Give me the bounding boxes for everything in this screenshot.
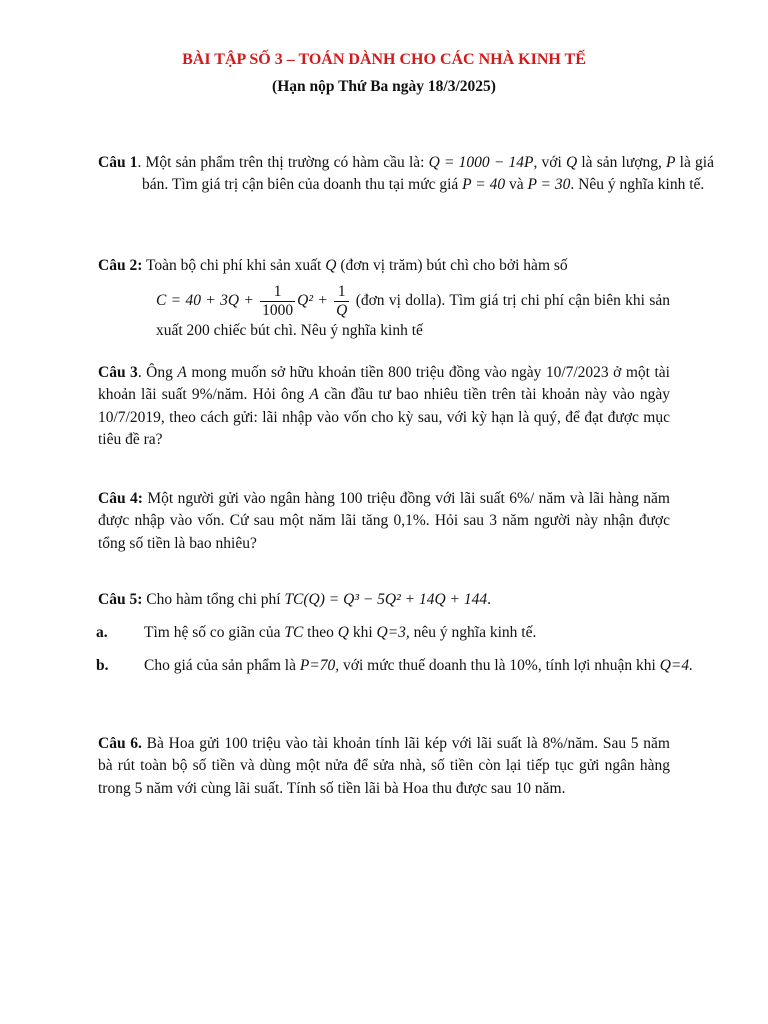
question-5-label: Câu 5:: [98, 591, 143, 608]
q5b-q-value: Q=4.: [659, 657, 693, 674]
q2-frac1-num: 1: [260, 283, 295, 302]
question-1: [98, 152, 714, 197]
q2-var-q: Q: [325, 257, 337, 274]
q1-price-30: P = 30: [527, 176, 571, 194]
q5a-text-3: khi: [348, 624, 377, 641]
q3-text-1: . Ông: [137, 364, 178, 381]
q2-frac2-den: Q: [336, 302, 348, 320]
q2-text-1: Toàn bộ chi phí khi sản xuất: [142, 257, 326, 274]
q3-text-2: mong muốn sở hữu khoản tiền 800 triệu đồng vào ngày 10/7/2023 ở một tài khoản lãi suất 9%/năm. Hỏi ông: [98, 364, 670, 404]
q1-text-1: . Một sản phẩm trên thị trường có hàm cầu là:: [137, 154, 429, 171]
q3-text-3: cần đầu tư bao nhiêu tiền trên tài khoản này vào ngày 10/7/2019, theo cách gửi: lãi nhập vào vốn cho kỳ sau, với kỳ hạn là quý, để đạt được mục tiêu đề ra?: [98, 386, 670, 449]
q2-cost-formula: [156, 283, 670, 342]
q5a-var-q: Q: [337, 624, 349, 641]
q2-text-2: (đơn vị trăm) bút chì cho bởi hàm số: [336, 257, 568, 274]
q5a-q-value: Q=3,: [376, 624, 410, 641]
q2-frac1-den: 1000: [262, 302, 294, 320]
q2-formula-mid: Q² +: [297, 292, 333, 310]
question-3: [98, 362, 670, 452]
q5a-label: a.: [96, 624, 108, 641]
q1-price-40: P = 40: [462, 176, 506, 194]
q5-text-2: .: [487, 591, 492, 608]
q6-text: Bà Hoa gửi 100 triệu vào tài khoản tính lãi kép với lãi suất là 8%/năm. Sau 5 năm bà rút toàn bộ số tiền và dùng một nửa để sửa nhà, số tiền còn lại tiếp tục gửi ngân hàng trong 5 năm với cùng lãi suất. Tính số tiền lãi bà Hoa thu được sau 10 năm.: [98, 735, 670, 797]
question-1-label: Câu 1: [98, 154, 138, 171]
question-5a: [96, 622, 694, 644]
q5b-text-2: với mức thuế doanh thu là 10%, tính lợi nhuận khi: [339, 657, 660, 674]
q5a-var-tc: TC: [284, 624, 304, 641]
q1-text-4: là giá bán. Tìm giá trị cận biên của doanh thu tại mức giá: [142, 154, 714, 194]
deadline-subtitle: (Hạn nộp Thứ Ba ngày 18/3/2025): [272, 78, 496, 95]
question-5b: [96, 655, 694, 677]
q5b-label: b.: [96, 657, 109, 674]
question-2-label: Câu 2:: [98, 257, 143, 274]
q3-var-a-1: A: [177, 364, 187, 381]
q2-frac2-num: 1: [334, 283, 349, 302]
q2-text-3: (đơn vị dolla). Tìm giá trị chi phí cận biên khi sản xuất 200 chiếc bút chì. Nêu ý nghĩa kinh tế: [156, 292, 670, 340]
q1-var-q: Q: [565, 154, 578, 171]
q2-fraction-2: [334, 283, 349, 320]
question-6: [98, 733, 670, 800]
q1-text-5: và: [505, 176, 528, 194]
q4-text: Một người gửi vào ngân hàng 100 triệu đồng với lãi suất 6%/ năm và lãi hàng năm được nhập vào vốn. Cứ sau một năm lãi tăng 0,1%. Hỏi sau 3 năm người này nhận được tổng số tiền là bao nhiêu?: [98, 490, 670, 552]
q1-text-6: . Nêu ý nghĩa kinh tế.: [570, 176, 705, 194]
question-2: [98, 255, 670, 343]
q1-var-p: P: [666, 154, 676, 171]
q1-demand-formula: Q = 1000 − 14P: [428, 154, 534, 171]
question-4-label: Câu 4:: [98, 490, 143, 507]
question-4: [98, 488, 670, 555]
q3-var-a-2: A: [309, 386, 319, 404]
q1-text-2: , với: [533, 154, 566, 171]
q5-total-cost-formula: TC(Q) = Q³ − 5Q² + 14Q + 144: [284, 591, 488, 608]
q2-intro-line: [98, 255, 670, 277]
q1-text-3: là sản lượng,: [577, 154, 667, 171]
q2-fraction-1: [260, 283, 295, 320]
q2-formula-lhs: C = 40 + 3Q +: [156, 292, 259, 310]
q5a-text-4: nêu ý nghĩa kinh tế.: [409, 624, 537, 641]
q5-text-1: Cho hàm tổng chi phí: [142, 591, 285, 608]
q5b-price-value: P=70,: [299, 657, 340, 674]
q5a-text-1: Tìm hệ số co giãn của: [144, 624, 285, 641]
question-3-label: Câu 3: [98, 364, 138, 381]
document-title: BÀI TẬP SỐ 3 – TOÁN DÀNH CHO CÁC NHÀ KINH TẾ: [182, 51, 586, 68]
q5a-text-2: theo: [303, 624, 338, 641]
question-5: [98, 589, 670, 611]
q5b-text-1: Cho giá của sản phẩm là: [144, 657, 300, 674]
question-6-label: Câu 6.: [98, 735, 142, 752]
